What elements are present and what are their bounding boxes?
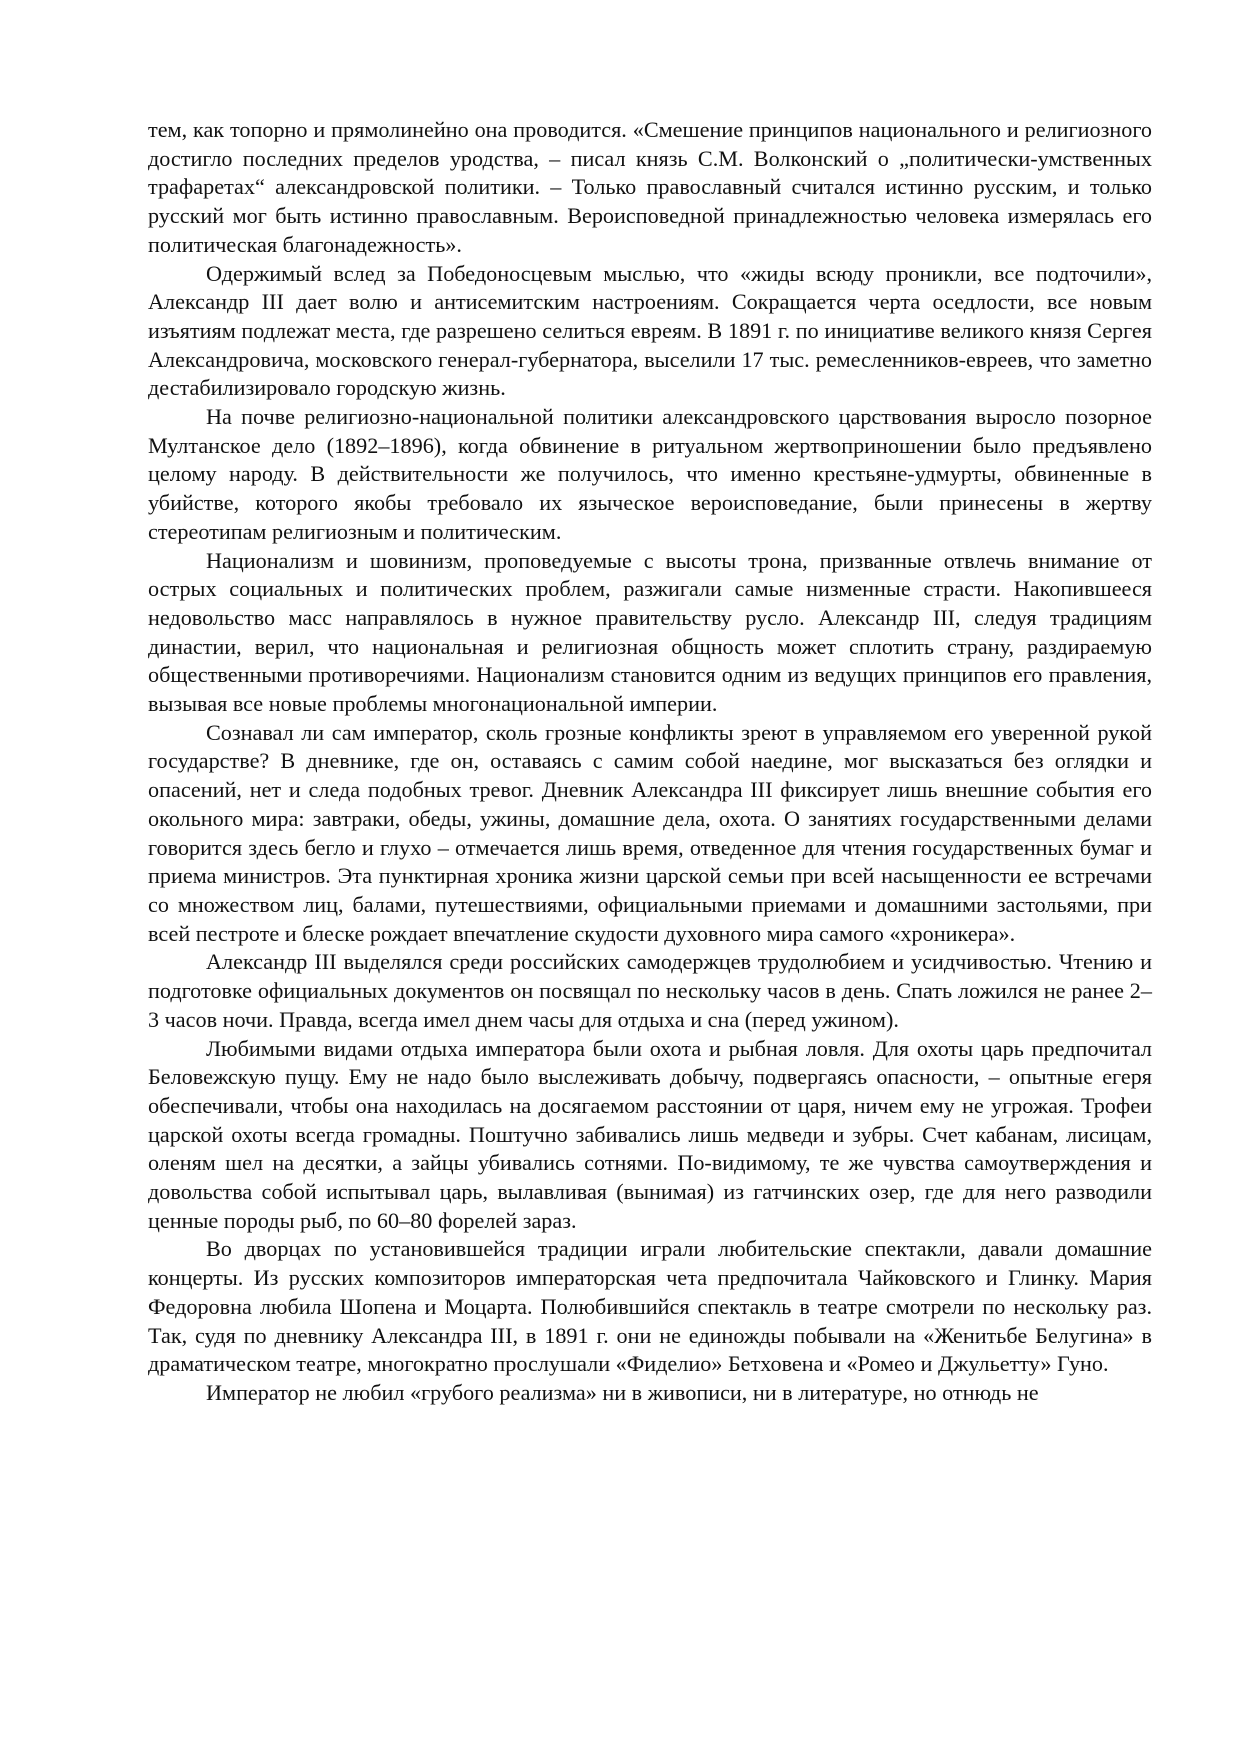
paragraph-theatre: Во дворцах по установившейся традиции играли любительские спектакли, давали домашние концерты. Из русских композиторов императорская чета предпочитала Чайковского и Глинку. Мария Федоровна любила Шопена и Моцарта. Полюбившийся спектакль в театре смотрели по нескольку раз. Так, судя по дневнику Александра III, в 1891 г. они не единожды побывали на «Женитьбе Белугина» в драматическом театре, многократно прослушали «Фиделио» Бетховена и «Ромео и Джульетту» Гуно. bbox=[148, 1236, 1152, 1377]
document-page bbox=[148, 116, 1152, 1408]
paragraph-continuation: тем, как топорно и прямолинейно она проводится. «Смешение принципов национального и религиозного достигло последних пределов уродства, – писал князь С.М. Волконский о „политически-умственных трафаретах“ александровской политики. – Только православный считался истинно русским, и только русский мог быть истинно православным. Вероисповедной принадлежностью человека измерялась его политическая благонадежность». bbox=[148, 117, 1152, 257]
paragraph-realism: Император не любил «грубого реализма» ни в живописи, ни в литературе, но отнюдь не bbox=[206, 1379, 1039, 1405]
paragraph-multan-case: На почве религиозно-национальной политики александровского царствования выросло позорное Мултанское дело (1892–1896), когда обвинение в ритуальном жертвоприношении было предъявлено целому народу. В действительности же получилось, что именно крестьяне-удмурты, обвиненные в убийстве, которого якобы требовало их языческое вероисповедание, были принесены в жертву стереотипам религиозным и политическим. bbox=[148, 404, 1152, 544]
paragraph-antisemitism: Одержимый вслед за Победоносцевым мыслью, что «жиды всюду проникли, все подточили», Александр III дает волю и антисемитским настроениям. Сокращается черта оседлости, все новым изъятиям подлежат места, где разрешено селиться евреям. В 1891 г. по инициативе великого князя Сергея Александровича, московского генерал-губернатора, выселили 17 тыс. ремесленников-евреев, что заметно дестабилизировало городскую жизнь. bbox=[148, 260, 1152, 401]
paragraph-diligence: Александр III выделялся среди российских самодержцев трудолюбием и усидчивостью. Чтению и подготовке официальных документов он посвящал по нескольку часов в день. Спать ложился не ранее 2–3 часов ночи. Правда, всегда имел днем часы для отдыха и сна (перед ужином). bbox=[148, 949, 1152, 1032]
paragraph-hunting: Любимыми видами отдыха императора были охота и рыбная ловля. Для охоты царь предпочитал Беловежскую пущу. Ему не надо было выслеживать добычу, подвергаясь опасности, – опытные егеря обеспечивали, чтобы она находилась на досягаемом расстоянии от царя, ничем ему не угрожая. Трофеи царской охоты всегда громадны. Поштучно забивались лишь медведи и зубры. Счет кабанам, лисицам, оленям шел на десятки, а зайцы убивались сотнями. По-видимому, те же чувства самоутверждения и довольства собой испытывал царь, вылавливая (вынимая) из гатчинских озер, где для него разводили ценные породы рыб, по 60–80 форелей зараз. bbox=[148, 1035, 1152, 1233]
paragraph-nationalism: Национализм и шовинизм, проповедуемые с высоты трона, призванные отвлечь внимание от острых социальных и политических проблем, разжигали самые низменные страсти. Накопившееся недовольство масс направлялось в нужное правительству русло. Александр III, следуя традициям династии, верил, что национальная и религиозная общность может сплотить страну, раздираемую общественными противоречиями. Национализм становится одним из ведущих принципов его правления, вызывая все новые проблемы многонациональной империи. bbox=[148, 547, 1152, 717]
paragraph-diary: Сознавал ли сам император, сколь грозные конфликты зреют в управляемом его уверенной рукой государстве? В дневнике, где он, оставаясь с самим собой наедине, мог высказаться без оглядки и опасений, нет и следа подобных тревог. Дневник Александра III фиксирует лишь внешние события его окольного мира: завтраки, обеды, ужины, домашние дела, охота. О занятиях государственными делами говорится здесь бегло и глухо – отмечается лишь время, отведенное для чтения государственных бумаг и приема министров. Эта пунктирная хроника жизни царской семьи при всей насыщенности ее встречами со множеством лиц, балами, путешествиями, официальными приемами и домашними застольями, при всей пестроте и блеске рождает впечатление скудости духовного мира самого «хроникера». bbox=[148, 719, 1152, 946]
